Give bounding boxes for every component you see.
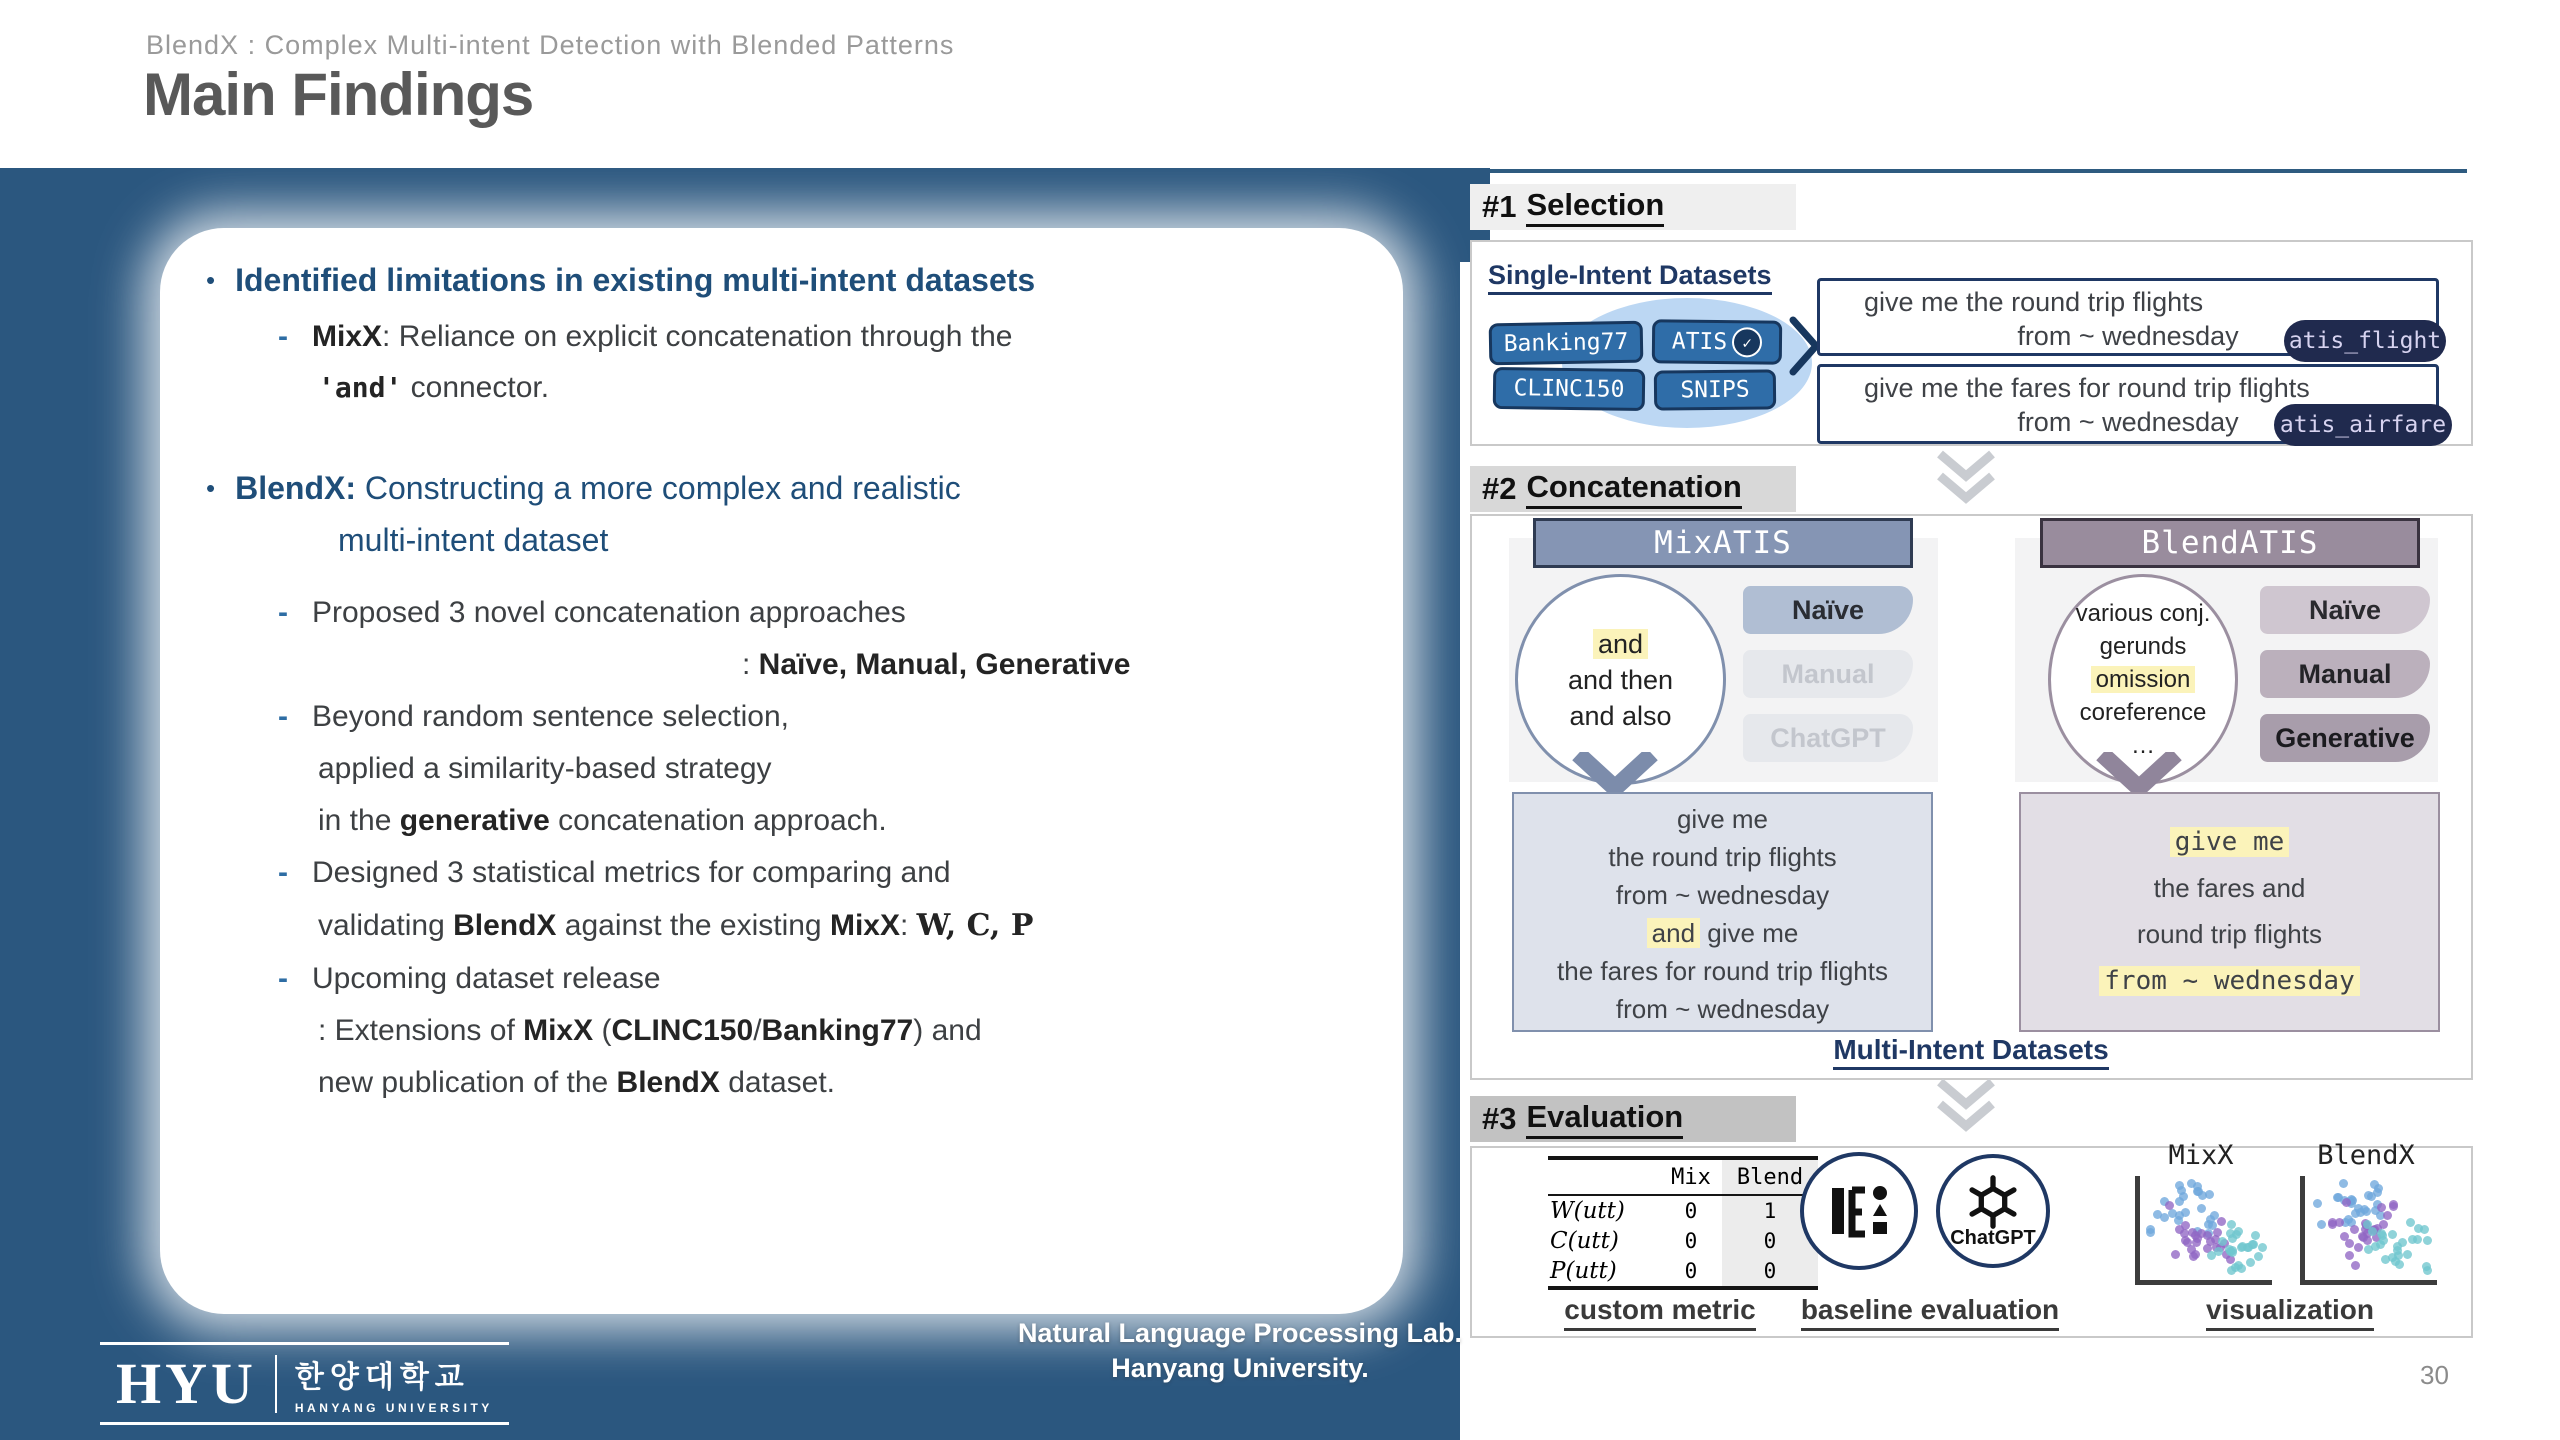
metrics-l1: Designed 3 statistical metrics for comparing and [312,856,951,889]
plot2-title: BlendX [2317,1140,2415,1171]
mix-result-l4-rest: give me [1700,918,1799,948]
blend-connector-coreference: coreference [2079,699,2207,726]
mix-result-l1: give me [1676,804,1769,834]
mix-result-l4 [1514,914,1931,952]
selection-box [1470,240,2473,446]
row-label-w: W(utt) [1550,1198,1625,1224]
section3-num: #3 [1482,1101,1517,1136]
section3-header [1470,1096,1796,1142]
blend-result-box [2019,792,2440,1032]
blend-result-l1: give me [2170,827,2290,857]
blendx-bold: BlendX: [235,470,356,506]
section2-label: Concatenation [1526,469,1741,509]
similarity-l3-post: concatenation approach. [549,804,887,837]
page-title: Main Findings [143,61,534,128]
blendx-bold3: BlendX [616,1066,720,1099]
chip-banking77-label: Banking77 [1503,328,1629,358]
blendatis-title: BlendATIS [2141,525,2319,561]
section1-label: Selection [1526,187,1664,227]
bullet-blendx [206,470,961,507]
mix-tag-manual-label: Manual [1781,658,1875,689]
atis-flight-label: atis_flight [2288,328,2442,354]
wcp-metrics: W, C, P [916,908,1034,943]
item-approaches-line2 [742,648,1131,682]
release-pre: : Extensions of [318,1014,524,1047]
approaches-colon: : [742,648,759,681]
blendx-bold2: BlendX [453,909,557,942]
clinc-bold: CLINC150 [611,1014,754,1047]
w-blend-value: 1 [1722,1196,1818,1226]
model-logo-icon [1800,1152,1918,1270]
connector-rest: connector. [402,371,550,404]
blend-tag-generative-label: Generative [2275,722,2415,753]
blend-result-l3: round trip flights [2137,919,2322,949]
blend-tag-generative [2260,714,2430,762]
section3-label: Evaluation [1526,1099,1683,1139]
chip-clinc150 [1493,367,1646,411]
blend-result-l2: the fares and [2153,873,2306,903]
blend-tag-manual [2260,650,2430,698]
visualization-label [2140,1294,2440,1326]
header-rule [1482,169,2467,173]
utterance1-line1: give me the round trip flights [1864,287,2204,317]
mix-tag-naive-label: Naïve [1791,594,1865,625]
blend-tag-naive [2260,586,2430,634]
metrics-mid: against the existing [556,909,830,942]
item-similarity-line3 [318,804,887,838]
c-blend-value: 0 [1722,1226,1818,1256]
section1-header [1470,184,1796,230]
approaches-text: Proposed 3 novel concatenation approaches [312,596,906,629]
single-intent-datasets-title [1488,260,1772,291]
blend-tag-manual-label: Manual [2298,658,2392,689]
metrics-colon: : [900,909,917,942]
banking-bold: Banking77 [761,1014,914,1047]
bullet-limitations-text: Identified limitations in existing multi-intent datasets [235,262,1036,298]
mix-connector-and-then: and then [1567,664,1674,695]
table-corner-cell [1548,1160,1660,1196]
openai-knot-glyph [1964,1173,2022,1231]
bullet-limitations [206,262,1035,299]
item-metrics-line1 [278,856,951,890]
mix-connector-and-also: and also [1569,700,1672,731]
chatgpt-logo-icon [1936,1154,2050,1268]
item-similarity-line2: applied a similarity-based strategy [318,752,772,785]
w-mix-value: 0 [1684,1199,1698,1223]
col-header-blend: Blend [1722,1160,1818,1196]
hyu-acronym: HYU [116,1350,257,1416]
utterance1-line2: from ~ wednesday [2017,321,2239,351]
mix-result-l5: the fares for round trip flights [1557,956,1888,986]
blendx-rest: Constructing a more complex and realistic [356,470,961,506]
bullet-icon: • [206,473,216,503]
row-label-c: C(utt) [1550,1228,1619,1254]
mixatis-header [1533,518,1913,568]
release-l1: Upcoming dataset release [312,962,661,995]
page-number: 30 [2420,1360,2449,1390]
atis-airfare-label: atis_airfare [2279,412,2447,438]
section1-num: #1 [1482,189,1517,224]
item-release-line2 [318,1014,982,1048]
intent-pill-atis-flight [2284,320,2446,362]
plot1-title: MixX [2168,1140,2234,1171]
single-intent-datasets-text: Single-Intent Datasets [1488,260,1772,295]
intent-pill-atis-airfare [2274,404,2452,446]
multi-intent-datasets-text: Multi-Intent Datasets [1833,1034,2108,1070]
chip-banking77 [1489,321,1644,366]
similarity-l1: Beyond random sentence selection, [312,700,789,733]
dash-icon: - [278,856,288,889]
chip-atis [1652,319,1782,364]
mixx-limitation-line2 [318,371,549,405]
hyu-korean: 한양대학교 [294,1361,470,1394]
release-post: ) and [913,1014,982,1047]
abstract-model-glyph [1824,1176,1894,1246]
logo-divider [275,1355,277,1413]
bullet-icon: • [206,265,216,295]
blend-connector-ellipsis: … [2131,732,2155,759]
dash-icon: - [278,700,288,733]
item-release-line3 [318,1066,835,1100]
blend-connector-gerunds: gerunds [2099,633,2187,660]
mixx-bold3: MixX [523,1014,594,1047]
section2-num: #2 [1482,471,1517,506]
mix-tag-naive [1743,586,1913,634]
hyu-english: HANYANG UNIVERSITY [294,1401,493,1415]
chevron-down-icon [1934,1078,1998,1136]
slide-subtitle: BlendX : Complex Multi-intent Detection with Blended Patterns [146,30,955,60]
footer-lab-text [960,1316,1520,1386]
metrics-pre: validating [318,909,454,942]
metric-table [1548,1156,1818,1290]
release-mid: ( [593,1014,612,1047]
dash-icon: - [278,962,288,995]
blendatis-header [2040,518,2420,568]
mixx-rest: : Reliance on explicit concatenation through the [382,320,1013,353]
mix-result-l3: from ~ wednesday [1615,880,1830,910]
bullet-blendx-line2: multi-intent dataset [338,522,609,558]
c-mix-value: 0 [1684,1229,1698,1253]
arrow-down-mix-icon [1572,752,1658,796]
utterance2-line2: from ~ wednesday [2017,407,2239,437]
mix-result-box [1512,792,1933,1032]
similarity-l3-pre: in the [318,804,400,837]
mixatis-title: MixATIS [1654,525,1792,561]
item-release-line1 [278,962,661,996]
item-approaches-line1 [278,596,906,630]
blend-result-l4: from ~ wednesday [2099,966,2359,996]
utterance2-line1: give me the fares for round trip flights [1864,373,2310,403]
footer-line2: Hanyang University. [1111,1353,1369,1383]
blend-connector-conj: various conj. [2075,600,2211,627]
scatter-dots [2300,1176,2437,1285]
release-slash: / [753,1014,762,1047]
p-blend-value: 0 [1722,1256,1818,1286]
chip-snips-label: SNIPS [1680,376,1750,404]
dash-icon: - [278,596,288,629]
chip-snips [1654,369,1776,410]
blend-connector-omission: omission [2091,666,2196,693]
footer-line1: Natural Language Processing Lab. [1017,1318,1463,1348]
hyu-logo [100,1342,509,1425]
baseline-evaluation-text: baseline evaluation [1801,1294,2059,1331]
custom-metric-text: custom metric [1564,1294,1755,1331]
scatter-dots [2135,1176,2272,1285]
p-mix-value: 0 [1684,1259,1698,1283]
release-l3-pre: new publication of the [318,1066,617,1099]
chip-clinc150-label: CLINC150 [1513,375,1625,403]
mix-result-and-hl: and [1647,918,1700,948]
mix-tag-chatgpt-label: ChatGPT [1770,722,1886,753]
col-header-mix: Mix [1660,1160,1722,1196]
blend-tag-naive-label: Naïve [2308,594,2382,625]
mixx-bold: MixX [312,320,383,353]
approaches-names: Naïve, Manual, Generative [758,648,1131,681]
mix-result-l6: from ~ wednesday [1615,994,1830,1024]
chip-atis-label: ATIS [1671,328,1728,356]
and-connector-code: 'and' [318,371,403,404]
mix-connector-and: and [1593,629,1648,659]
mixx-limitation-line1 [278,320,1012,354]
baseline-evaluation-label [1790,1294,2070,1326]
mix-tag-chatgpt [1743,714,1913,762]
visualization-text: visualization [2206,1294,2374,1331]
release-l3-post: dataset. [719,1066,835,1099]
check-icon: ✓ [1732,327,1762,357]
arrow-down-blend-icon [2096,752,2182,796]
chatgpt-label: ChatGPT [1950,1226,2036,1249]
item-similarity-line1 [278,700,789,734]
generative-bold: generative [399,804,550,837]
multi-intent-datasets-caption [1721,1034,2221,1066]
mix-result-l2: the round trip flights [1608,842,1837,872]
dash-icon: - [278,320,288,353]
item-metrics-line2 [318,908,1033,943]
row-label-p: P(utt) [1550,1258,1617,1284]
custom-metric-label [1540,1294,1780,1326]
mix-tag-manual [1743,650,1913,698]
mixx-bold2: MixX [829,909,900,942]
chevron-down-icon [1934,450,1998,508]
section2-header [1470,466,1796,512]
findings-card [160,228,1403,1314]
